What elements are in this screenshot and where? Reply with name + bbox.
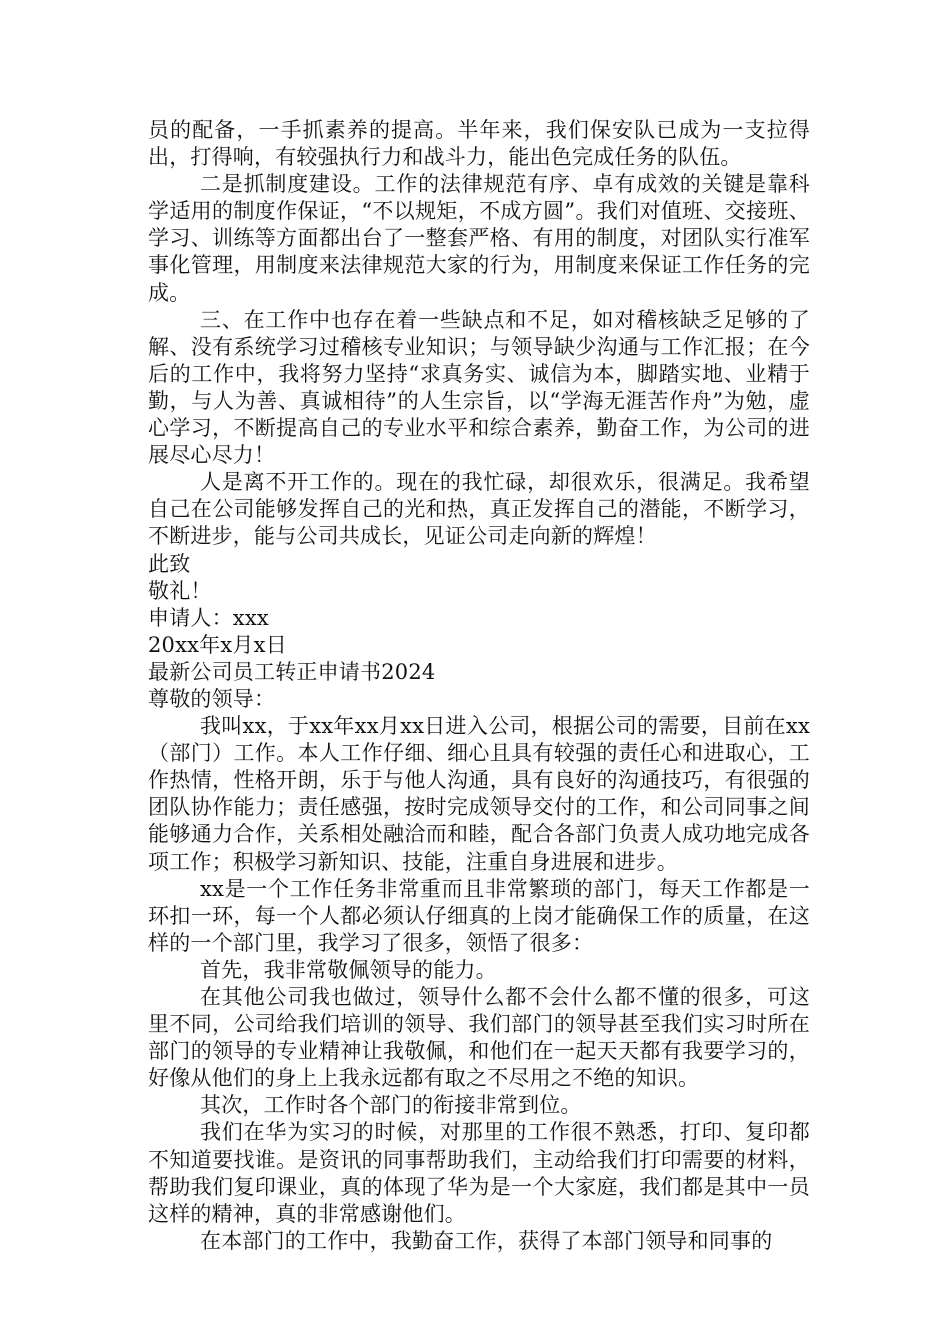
greeting: 尊敬的领导： (148, 686, 276, 711)
paragraph-introduction: 我叫xx，于xx年xx月xx日进入公司，根据公司的需要，目前在xx（部门）工作。本人工作仔细、细心且具有较强的责任心和进取心，工作热情，性格开朗，乐于与他人沟通，具有良好的沟通技巧，有很强的团队协作能力；责任感强，按时完成领导交付的工作，和公司同事之间能够通力合作，关系相处融洽而和睦，配合各部门负责人成功地完成各项工作；积极学习新知识、技能，注重自身进展和进步。 (148, 714, 810, 874)
paragraph-continuation: 员的配备，一手抓素养的提高。半年来，我们保安队已成为一支拉得出，打得响，有较强执行力和战斗力，能出色完成任务的队伍。 (148, 118, 810, 170)
letter-date: 20xx年x月x日 (148, 632, 287, 657)
paragraph-internship: 我们在华为实习的时候，对那里的工作很不熟悉，打印、复印都不知道要找谁。是资讯的同事帮助我们，主动给我们打印需要的材料，帮助我们复印课业，真的体现了华为是一个大家庭，我们都是其中一员这样的精神，真的非常感谢他们。 (148, 1120, 810, 1226)
paragraph-second-point: 其次，工作时各个部门的衔接非常到位。 (200, 1093, 582, 1118)
paragraph-system-building: 二是抓制度建设。工作的法律规范有序、卓有成效的关键是靠科学适用的制度作保证，“不以规矩，不成方圆”。我们对值班、交接班、学习、训练等方面都出台了一整套严格、有用的制度，对团队实行准军事化管理，用制度来法律规范大家的行为，用制度来保证工作任务的完成。 (148, 172, 810, 305)
document-body (148, 117, 810, 1255)
section-title: 最新公司员工转正申请书2024 (148, 659, 436, 684)
paragraph-outlook: 人是离不开工作的。现在的我忙碌，却很欢乐，很满足。我希望自己在公司能够发挥自己的光和热，真正发挥自己的潜能，不断学习，不断进步，能与公司共成长，见证公司走向新的辉煌！ (148, 470, 810, 549)
paragraph-department-work: 在本部门的工作中，我勤奋工作，获得了本部门领导和同事的 (200, 1228, 773, 1253)
closing-salutation: 此致 (148, 551, 191, 576)
paragraph-department: xx是一个工作任务非常重而且非常繁琐的部门，每天工作都是一环扣一环，每一个人都必须认仔细真的上岗才能确保工作的质量，在这样的一个部门里，我学习了很多，领悟了很多： (148, 876, 810, 955)
paragraph-shortcomings: 三、在工作中也存在着一些缺点和不足，如对稽核缺乏足够的了解、没有系统学习过稽核专业知识；与领导缺少沟通与工作汇报；在今后的工作中，我将努力坚持“求真务实、诚信为本，脚踏实地、业精于勤，与人为善、真诚相待”的人生宗旨，以“学海无涯苦作舟”为勉，虚心学习，不断提高自己的专业水平和综合素养，勤奋工作，为公司的进展尽心尽力！ (148, 307, 810, 468)
paragraph-first-point: 首先，我非常敬佩领导的能力。 (200, 957, 497, 982)
closing-regards: 敬礼！ (148, 578, 212, 603)
applicant-signature: 申请人：xxx (148, 605, 269, 630)
paragraph-leadership: 在其他公司我也做过，领导什么都不会什么都不懂的很多，可这里不同，公司给我们培训的领导、我们部门的领导甚至我们实习时所在部门的领导的专业精神让我敬佩，和他们在一起天天都有我要学习的，好像从他们的身上上我永远都有取之不尽用之不绝的知识。 (148, 985, 810, 1091)
